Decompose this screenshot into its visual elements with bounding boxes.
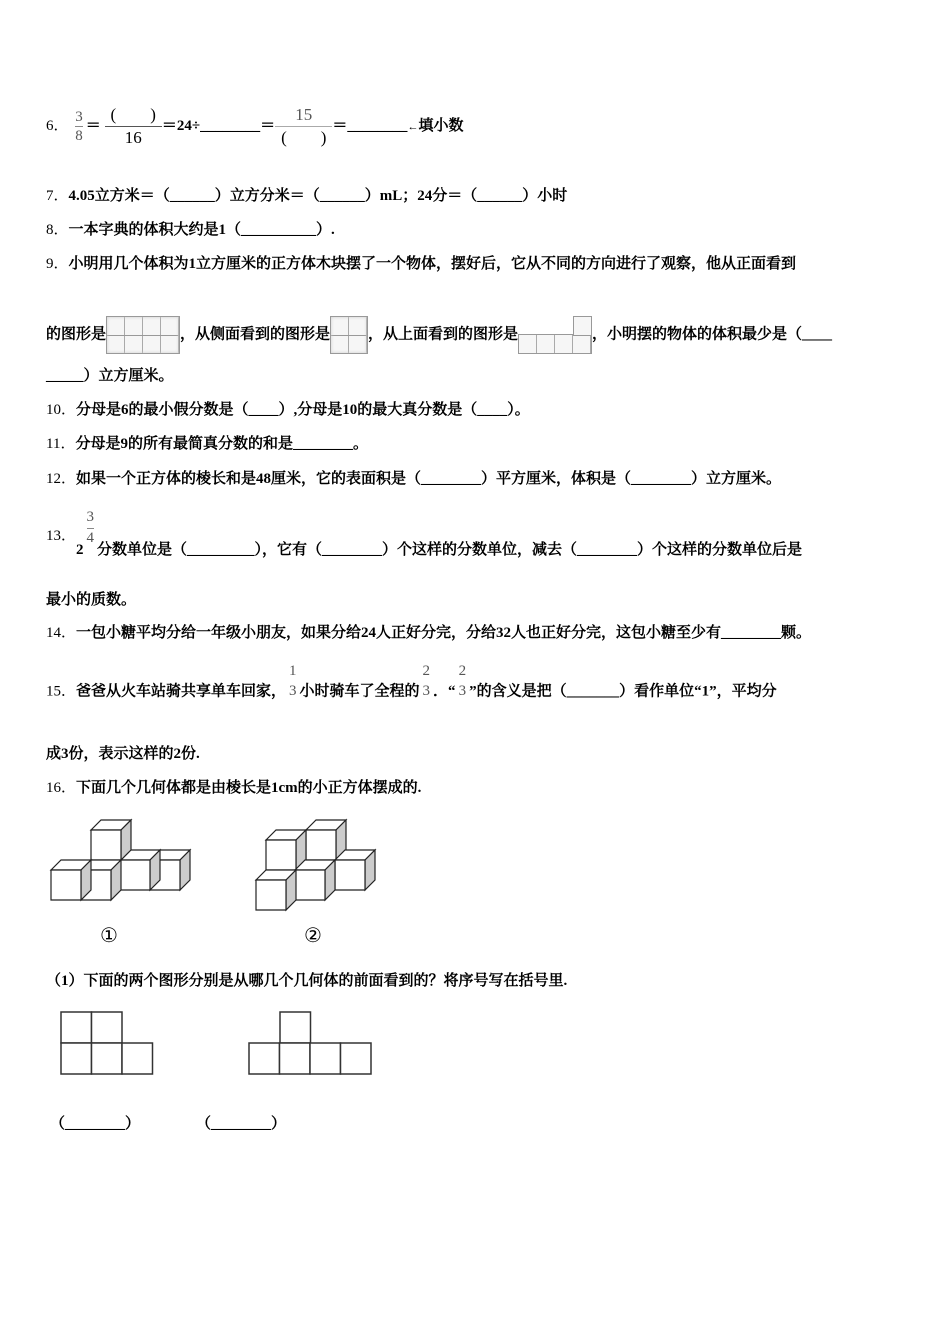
question-15: 15．爸爸从火车站骑共享单车回家， 1 3 小时骑车了全程的 2 3 ．“ 2 3 ”的含义是把（_______）看作单位“1”，平均分: [46, 660, 777, 701]
cube-front-face: [335, 860, 365, 890]
front-view-a-square: [61, 1012, 92, 1043]
cube-front-face: [266, 840, 296, 870]
question-16: 16．下面几个几何体都是由棱长是1cm的小正方体摆成的.: [46, 780, 422, 796]
front-view-a-square: [61, 1043, 92, 1074]
arrow-left-icon: ←: [407, 120, 419, 133]
fraction-15-blank: 15 ( ): [275, 104, 332, 149]
fraction-3-8: $\frac{3}{8}$: [75, 109, 83, 144]
question-9: 9．小明用几个体积为1立方厘米的正方体木块摆了一个物体，摆好后，它从不同的方向进行了观察，他从正面看到: [46, 256, 797, 272]
cube-front-face: [51, 870, 81, 900]
front-view-a-square: [92, 1012, 123, 1043]
answer-blank-2[interactable]: （________）: [196, 1116, 287, 1132]
question-10: 10．分母是6的最小假分数是（____）,分母是10的最大真分数是（____）。: [46, 402, 530, 418]
question-9-views: 的图形是 ，从侧面看到的图形是 ，从上面看到的图形是 ，小明摆的物体的体积最少是（____: [46, 316, 832, 354]
cube-front-face: [91, 830, 121, 860]
question-11: 11．分母是9的所有最简真分数的和是________。: [46, 436, 368, 452]
question-12: 12．如果一个正方体的棱长和是48厘米，它的表面积是（________）平方厘米，体积是（________）立方厘米。: [46, 471, 782, 487]
question-14: 14．一包小糖平均分给一年级小朋友，如果分给24人正好分完，分给32人也正好分完，这包小糖至少有________颗。: [46, 625, 812, 641]
question-16-part-1: （1）下面的两个图形分别是从哪几个几何体的前面看到的？将序号写在括号里.: [46, 973, 568, 989]
front-view-b-square: [280, 1012, 311, 1043]
front-view-a-square: [92, 1043, 123, 1074]
figure-label-1: ①: [100, 925, 118, 947]
fraction-1-3: 1 3: [289, 663, 297, 699]
front-view-b-square: [249, 1043, 280, 1074]
question-8: 8．一本字典的体积大约是1（__________）.: [46, 222, 335, 238]
front-view-b-square: [310, 1043, 341, 1074]
front-view-a-square: [122, 1043, 153, 1074]
fraction-3-4: $\frac{3}{4}$: [86, 509, 95, 546]
answer-blank-1[interactable]: （________）: [50, 1116, 141, 1132]
fraction-2-3-quoted: 2 3: [458, 663, 467, 699]
question-7: 7．4.05立方米＝（______）立方分米＝（______）mL；24分＝（______）小时: [46, 188, 568, 204]
question-13-end: 最小的质数。: [46, 592, 137, 608]
question-9-end: _____）立方厘米。: [46, 368, 174, 384]
question-6: 6． $\frac{3}{8}$ ＝ ( ) 16 ＝24÷________＝ 15 ( ) ＝________←填小数: [46, 105, 464, 147]
question-15-end: 成3份，表示这样的2份.: [46, 746, 200, 762]
cube-front-face: [120, 860, 150, 890]
figure-label-2: ②: [304, 925, 322, 947]
front-view-b-square: [341, 1043, 372, 1074]
cube-front-face: [306, 830, 336, 860]
fraction-2-3: 2 3: [422, 663, 431, 699]
front-view-b-square: [280, 1043, 311, 1074]
fraction-blank-16: ( ) 16: [105, 104, 162, 149]
cube-front-face: [256, 880, 286, 910]
cube-front-face: [295, 870, 325, 900]
question-13: 13．2 $\frac{3}{4}$ 分数单位是（_________），它有（________）个这样的分数单位，减去（________）个这样的分数单位后是: [46, 506, 802, 560]
